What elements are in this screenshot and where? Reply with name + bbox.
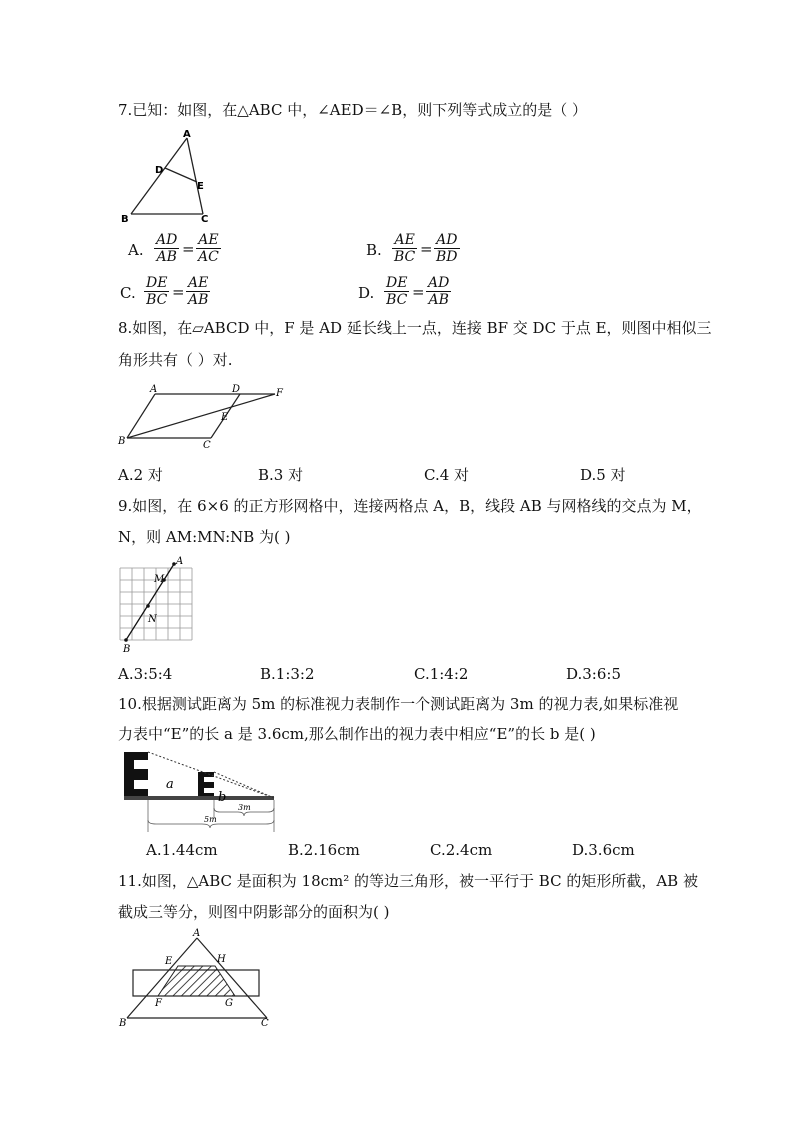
q11-label-H: H [217,954,226,965]
q10-option-d[interactable]: D.3.6cm [572,841,635,859]
q9-stem-line1: 9.如图，在 6×6 的正方形网格中，连接两格点 A，B，线段 AB 与网格线的交点为 M， [118,497,702,515]
q7-label-B: B [121,214,129,225]
q7-option-a-frac1 [154,232,179,265]
q8-option-a[interactable]: A.2 对 [118,466,163,484]
equals-sign: = [172,283,185,301]
q10-option-a[interactable]: A.1.44cm [146,841,218,859]
q10-stem-line2: 力表中“E”的长 a 是 3.6cm,那么制作出的视力表中相应“E”的长 b 是( ) [118,725,596,743]
q9-label-B: B [123,644,131,655]
q10-label-a: a [166,777,174,792]
q7-option-d-frac2 [426,275,451,308]
equals-sign: = [420,240,433,258]
q8-parallelogram-figure [115,382,290,452]
q10-option-b[interactable]: B.2.16cm [288,841,360,859]
q7-option-b-letter[interactable]: B. [366,241,382,259]
numerator: AE [392,232,417,249]
q10-label-b: b [218,790,227,805]
q7-option-d-frac1 [384,275,409,308]
q11-stem-line2: 截成三等分，则图中阴影部分的面积为( ) [118,903,390,921]
numerator: AE [186,275,210,292]
q7-label-C: C [201,214,209,225]
q9-stem-line2: N，则 AM:MN:NB 为( ) [118,528,291,546]
denominator: BD [436,249,458,265]
q7-label-D: D [155,165,164,176]
q11-label-C: C [261,1018,269,1029]
q11-triangle-rectangle-figure [115,926,285,1036]
q7-option-a-letter[interactable]: A. [128,241,144,259]
q11-label-A: A [193,928,201,939]
q7-stem: 7.已知：如图，在△ABC 中，∠AED＝∠B，则下列等式成立的是（ ） [118,101,587,119]
q8-option-c[interactable]: C.4 对 [424,466,470,484]
q8-label-F: F [276,388,283,399]
q9-label-N: N [148,614,157,625]
q8-stem-line2: 角形共有（ ）对. [118,351,233,369]
numerator: AD [428,275,450,291]
q9-label-M: M [154,574,165,585]
q9-option-b[interactable]: B.1:3:2 [260,665,315,683]
equals-sign: = [182,240,195,258]
q7-option-b-frac1 [392,232,417,265]
q10-option-c[interactable]: C.2.4cm [430,841,493,859]
q8-label-E: E [221,412,229,423]
numerator: AD [434,232,460,249]
q7-option-b-frac2 [434,232,460,265]
q11-label-G: G [225,998,233,1009]
numerator: AD [156,232,178,248]
q10-eye-chart-figure [120,746,280,830]
denominator: AC [198,249,219,265]
q7-option-c-letter[interactable]: C. [120,284,136,302]
numerator: AE [196,232,221,249]
equals-sign: = [412,283,425,301]
numerator: DE [146,275,168,291]
q9-option-a[interactable]: A.3:5:4 [118,665,173,683]
q10-label-5m: 5m [204,815,217,824]
q11-stem-line1: 11.如图，△ABC 是面积为 18cm² 的等边三角形，被一平行于 BC 的矩形所截，AB 被 [118,872,698,890]
denominator: AB [188,292,209,308]
q10-stem-line1: 10.根据测试距离为 5m 的标准视力表制作一个测试距离为 3m 的视力表,如果标准视 [118,695,679,713]
q9-label-A: A [176,556,184,567]
q8-option-d[interactable]: D.5 对 [580,466,626,484]
q7-label-A: A [183,129,191,140]
q8-option-b[interactable]: B.3 对 [258,466,304,484]
numerator: DE [386,275,408,291]
q11-label-E: E [165,956,173,967]
q8-label-C: C [203,440,211,451]
q7-option-a-frac2 [196,232,221,265]
q8-label-B: B [118,436,126,447]
q8-label-A: A [150,384,158,395]
q11-label-F: F [155,998,162,1009]
q8-label-D: D [232,384,241,395]
q9-option-d[interactable]: D.3:6:5 [566,665,621,683]
q7-option-c-frac2 [186,275,210,308]
denominator: BC [386,292,408,308]
denominator: AB [428,292,449,308]
q11-label-B: B [119,1018,127,1029]
q8-stem-line1: 8.如图，在▱ABCD 中，F 是 AD 延长线上一点，连接 BF 交 DC 于点 E，则图中相似三 [118,319,712,337]
q7-option-c-frac1 [144,275,169,308]
denominator: BC [146,292,168,308]
denominator: BC [394,249,416,265]
q9-grid-figure [112,556,202,656]
q7-option-d-letter[interactable]: D. [358,284,375,302]
q7-label-E: E [197,181,204,192]
q10-label-3m: 3m [238,803,251,812]
q9-option-c[interactable]: C.1:4:2 [414,665,469,683]
q7-triangle-figure [115,128,225,228]
denominator: AB [156,249,177,265]
